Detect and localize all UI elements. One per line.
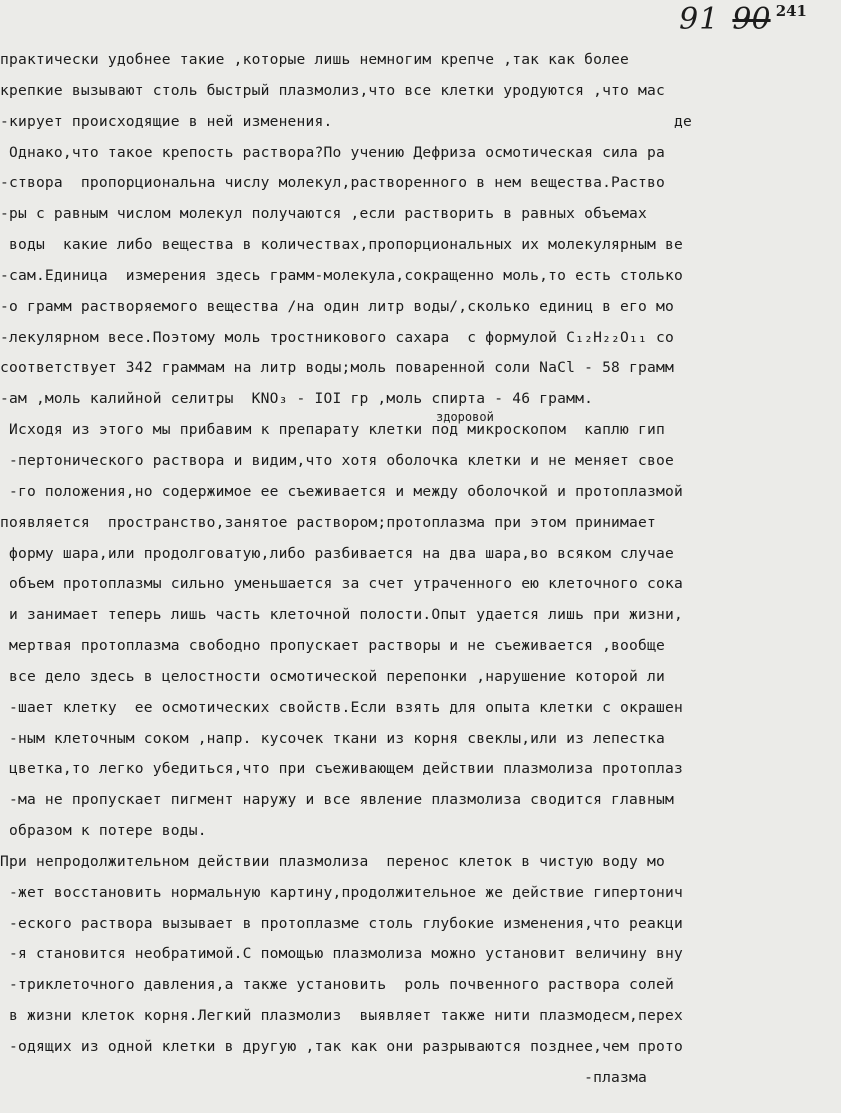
text-line: Однако,что такое крепость раствора?По учению Дефриза осмотическая сила ра (0, 143, 665, 161)
text-line: цветка,то легко убедиться,что при съеживающем действии плазмолиза протоплаз (0, 760, 683, 778)
text-line: -ам ,моль калийной селитры KNO₃ - IOI гр ,моль спирта - 46 грамм. (0, 390, 594, 408)
text-line: -триклеточного давления,а также установить роль почвенного раствора солей (0, 976, 674, 994)
text-line: образом к потере воды. (0, 822, 207, 840)
struck-page-number: 90 (732, 2, 771, 37)
text-line: форму шара,или продолговатую,либо разбивается на два шара,во всяком случае (0, 544, 674, 562)
text-line: -я становится необратимой.С помощью плазмолиза можно установит величину вну (0, 945, 683, 963)
handwritten-page-number: 91 (679, 2, 720, 37)
text-line: -шает клетку ее осмотических свойств.Если взять для опыта клетки с окрашен (0, 698, 683, 716)
text-line: -пертонического раствора и видим,что хотя оболочка клетки и не меняет свое (0, 451, 674, 469)
text-line: -жет восстановить нормальную картину,продолжительное же действие гипертонич (0, 883, 683, 901)
text-line: -плазма (0, 1068, 648, 1086)
text-line: соответствует 342 граммам на литр воды;моль поваренной соли NaCl - 58 грамм (0, 359, 674, 377)
text-line: -о грамм растворяемого вещества /на один литр воды/,сколько единиц в его мо (0, 297, 674, 315)
text-line: и занимает теперь лишь часть клеточной полости.Опыт удается лишь при жизни, (0, 606, 683, 624)
text-line: -кирует происходящие в ней изменения. де (0, 112, 692, 130)
text-line: Исходя из этого мы прибавим к препарату клетки под микроскопом каплю гип (0, 421, 665, 439)
text-line: -одящих из одной клетки в другую ,так как они разрываются позднее,чем прото (0, 1038, 683, 1055)
text-line: практически удобнее такие ,которые лишь немногим крепче ,так как более (0, 51, 630, 68)
text-line: все дело здесь в целостности осмотической перепонки ,нарушение которой ли (0, 667, 665, 685)
page-number-group (679, 2, 807, 37)
handwritten-insertion-note: здоровой (436, 410, 494, 424)
text-line: -сам.Единица измерения здесь грамм-молекула,сокращенно моль,то есть столько (0, 266, 683, 284)
text-line: появляется пространство,занятое раствором;протоплазма при этом принимает (0, 513, 656, 531)
text-line: объем протоплазмы сильно уменьшается за счет утраченного ею клеточного сока (0, 575, 683, 593)
text-line: мертвая протоплазма свободно пропускает растворы и не съеживается ,вообще (0, 637, 665, 655)
text-line: воды какие либо вещества в количествах,пропорциональных их молекулярным ве (0, 236, 683, 254)
text-line: -го положения,но содержимое ее съеживается и между оболочкой и протоплазмой (0, 482, 683, 500)
text-line: -лекулярном весе.Поэтому моль тростникового сахара с формулой C₁₂H₂₂O₁₁ со (0, 328, 674, 346)
text-line: крепкие вызывают столь быстрый плазмолиз,что все клетки уродуются ,что мас (0, 81, 665, 99)
text-line: -ным клеточным соком ,напр. кусочек ткани из корня свеклы,или из лепестка (0, 729, 665, 747)
text-line: -ры с равным числом молекул получаются ,если растворить в равных объемах (0, 205, 648, 223)
text-line: При непродолжительном действии плазмолиза перенос клеток в чистую воду мо (0, 852, 665, 870)
text-line: -створа пропорциональна числу молекул,растворенного в нем вещества.Раство (0, 174, 665, 192)
typed-page-number: 241 (775, 2, 807, 20)
text-line: -еского раствора вызывает в протоплазме столь глубокие изменения,что реакци (0, 914, 683, 932)
text-line: в жизни клеток корня.Легкий плазмолиз выявляет также нити плазмодесм,перех (0, 1007, 683, 1025)
body-text (0, 45, 841, 1094)
text-line: -ма не пропускает пигмент наружу и все явление плазмолиза сводится главным (0, 791, 674, 809)
